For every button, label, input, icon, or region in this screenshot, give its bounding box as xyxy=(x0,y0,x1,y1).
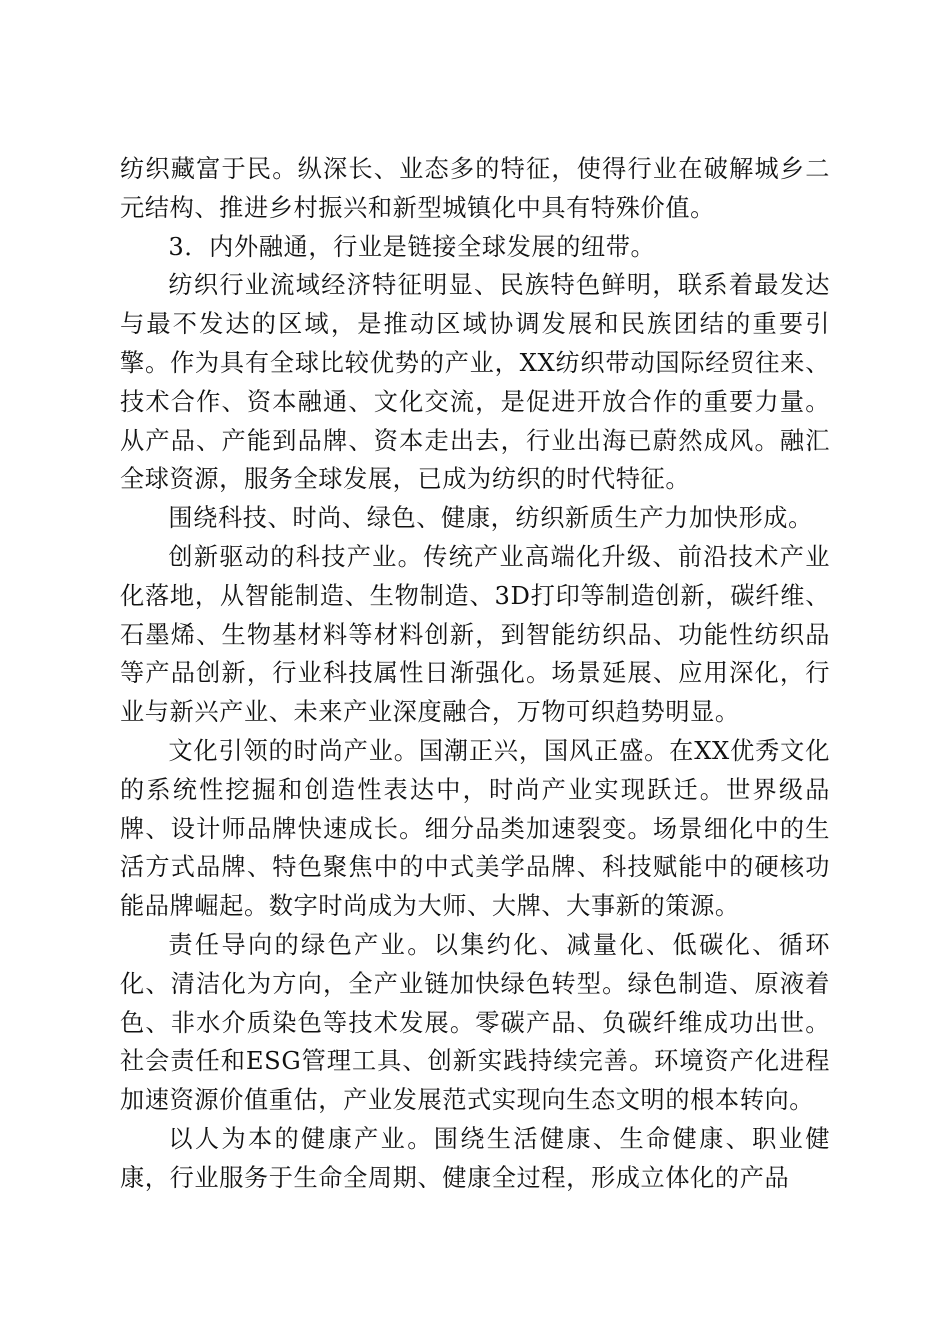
paragraph-health-industry: 以人为本的健康产业。围绕生活健康、生命健康、职业健康，行业服务于生命全周期、健康全过程，形成立体化的产品 xyxy=(120,1124,830,1192)
document-page xyxy=(120,150,830,1198)
section-heading: 3．内外融通，行业是链接全球发展的纽带。 xyxy=(168,232,656,261)
paragraph-summary: 围绕科技、时尚、绿色、健康，纺织新质生产力加快形成。 xyxy=(168,504,813,533)
paragraph-fashion-industry: 文化引领的时尚产业。国潮正兴，国风正盛。在XX优秀文化的系统性挖掘和创造性表达中，时尚产业实现跃迁。世界级品牌、设计师品牌快速成长。细分品类加速裂变。场景细化中的生活方式品牌、特色聚焦中的中式美学品牌、科技赋能中的硬核功能品牌崛起。数字时尚成为大师、大牌、大事新的策源。 xyxy=(120,736,830,921)
paragraph-green-industry: 责任导向的绿色产业。以集约化、减量化、低碳化、循环化、清洁化为方向，全产业链加快绿色转型。绿色制造、原液着色、非水介质染色等技术发展。零碳产品、负碳纤维成功出世。社会责任和ESG管理工具、创新实践持续完善。环境资产化进程加速资源价值重估，产业发展范式实现向生态文明的根本转向。 xyxy=(120,930,830,1115)
paragraph-continued: 纺织藏富于民。纵深长、业态多的特征，使得行业在破解城乡二元结构、推进乡村振兴和新型城镇化中具有特殊价值。 xyxy=(120,155,830,222)
paragraph-global-link: 纺织行业流域经济特征明显、民族特色鲜明，联系着最发达与最不发达的区域，是推动区域协调发展和民族团结的重要引擎。作为具有全球比较优势的产业，XX纺织带动国际经贸往来、技术合作、资本融通、文化交流，是促进开放合作的重要力量。从产品、产能到品牌、资本走出去，行业出海已蔚然成风。融汇全球资源，服务全球发展，已成为纺织的时代特征。 xyxy=(120,271,830,494)
paragraph-tech-industry: 创新驱动的科技产业。传统产业高端化升级、前沿技术产业化落地，从智能制造、生物制造、3D打印等制造创新，碳纤维、石墨烯、生物基材料等材料创新，到智能纺织品、功能性纺织品等产品创新，行业科技属性日渐强化。场景延展、应用深化，行业与新兴产业、未来产业深度融合，万物可织趋势明显。 xyxy=(120,542,830,727)
